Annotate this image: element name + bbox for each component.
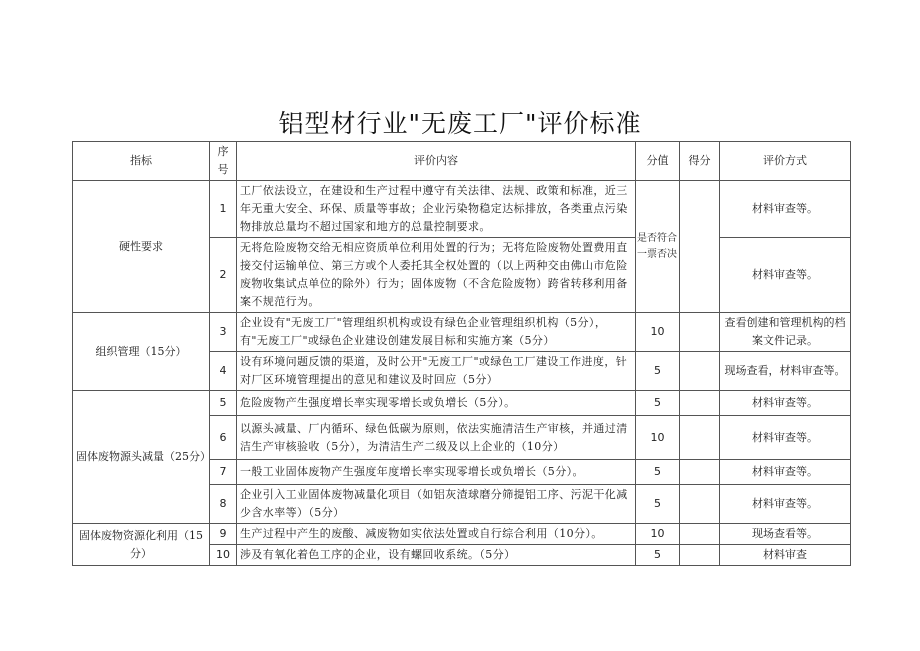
method-cell: 查看创建和管理机构的档案文件记录。 bbox=[720, 313, 851, 352]
seq-cell: 10 bbox=[210, 545, 237, 566]
header-method: 评价方式 bbox=[720, 142, 851, 181]
score-cell: 5 bbox=[636, 391, 680, 416]
content-cell: 一般工业固体废物产生强度年度增长率实现零增长或负增长（5分）。 bbox=[237, 460, 636, 485]
content-cell: 企业设有"无废工厂"管理组织机构或设有绿色企业管理组织机构（5分），有"无废工厂"或绿色企业建设创建发展目标和实施方案（5分） bbox=[237, 313, 636, 352]
method-cell: 材料审查等。 bbox=[720, 391, 851, 416]
seq-cell: 9 bbox=[210, 524, 237, 545]
indicator-cell: 固体废物资源化利用（15分） bbox=[73, 524, 210, 566]
header-indicator: 指标 bbox=[73, 142, 210, 181]
table-row bbox=[73, 524, 851, 545]
seq-cell: 8 bbox=[210, 485, 237, 524]
page-title: 铝型材行业"无废工厂"评价标准 bbox=[278, 109, 642, 138]
score-cell: 10 bbox=[636, 416, 680, 460]
content-cell: 设有环境问题反馈的渠道，及时公开"无废工厂"或绿色工厂建设工作进度，针对厂区环境管理提出的意见和建议及时回应（5分） bbox=[237, 352, 636, 391]
score-cell: 是否符合一票否决 bbox=[636, 181, 680, 313]
header-content: 评价内容 bbox=[237, 142, 636, 181]
table-row bbox=[73, 391, 851, 416]
evaluation-table bbox=[72, 141, 851, 566]
score-cell: 10 bbox=[636, 524, 680, 545]
indicator-cell: 固体废物源头减量（25分） bbox=[73, 391, 210, 524]
table-row bbox=[73, 313, 851, 352]
seq-cell: 4 bbox=[210, 352, 237, 391]
got-cell[interactable] bbox=[680, 352, 720, 391]
got-cell[interactable] bbox=[680, 181, 720, 313]
header-row bbox=[73, 142, 851, 181]
method-cell: 材料审查等。 bbox=[720, 416, 851, 460]
got-cell[interactable] bbox=[680, 313, 720, 352]
content-cell: 企业引入工业固体废物减量化项目（如铝灰渣球磨分筛提铝工序、污泥干化减少含水率等）（5分） bbox=[237, 485, 636, 524]
content-cell: 涉及有氧化着色工序的企业，设有螺回收系统。（5分） bbox=[237, 545, 636, 566]
method-cell: 材料审查等。 bbox=[720, 238, 851, 313]
method-cell: 现场查看，材料审查等。 bbox=[720, 352, 851, 391]
score-cell: 5 bbox=[636, 545, 680, 566]
seq-cell: 5 bbox=[210, 391, 237, 416]
score-cell: 5 bbox=[636, 485, 680, 524]
seq-cell: 3 bbox=[210, 313, 237, 352]
got-cell[interactable] bbox=[680, 416, 720, 460]
seq-cell: 6 bbox=[210, 416, 237, 460]
method-cell: 现场查看等。 bbox=[720, 524, 851, 545]
header-seq: 序号 bbox=[210, 142, 237, 181]
method-cell: 材料审查 bbox=[720, 545, 851, 566]
method-cell: 材料审查等。 bbox=[720, 485, 851, 524]
method-cell: 材料审查等。 bbox=[720, 181, 851, 238]
content-cell: 危险废物产生强度增长率实现零增长或负增长（5分）。 bbox=[237, 391, 636, 416]
indicator-cell: 硬性要求 bbox=[73, 181, 210, 313]
header-score: 分值 bbox=[636, 142, 680, 181]
seq-cell: 7 bbox=[210, 460, 237, 485]
table-row bbox=[73, 181, 851, 238]
content-cell: 以源头减量、厂内循环、绿色低碳为原则，依法实施清洁生产审核，并通过清洁生产审核验收（5分），为清洁生产二级及以上企业的（10分） bbox=[237, 416, 636, 460]
content-cell: 工厂依法设立，在建设和生产过程中遵守有关法律、法规、政策和标准，近三年无重大安全、环保、质量等事故；企业污染物稳定达标排放，各类重点污染物排放总量均不超过国家和地方的总量控制要求。 bbox=[237, 181, 636, 238]
score-cell: 10 bbox=[636, 313, 680, 352]
score-cell: 5 bbox=[636, 352, 680, 391]
content-cell: 生产过程中产生的废酸、减废物如实依法处置或自行综合利用（10分）。 bbox=[237, 524, 636, 545]
got-cell[interactable] bbox=[680, 391, 720, 416]
got-cell[interactable] bbox=[680, 545, 720, 566]
score-cell: 5 bbox=[636, 460, 680, 485]
indicator-cell: 组织管理（15分） bbox=[73, 313, 210, 391]
seq-cell: 1 bbox=[210, 181, 237, 238]
method-cell: 材料审查等。 bbox=[720, 460, 851, 485]
got-cell[interactable] bbox=[680, 460, 720, 485]
seq-cell: 2 bbox=[210, 238, 237, 313]
content-cell: 无将危险废物交给无相应资质单位利用处置的行为；无将危险废物处置费用直接交付运输单位、第三方或个人委托其全权处置的（以上两种交由佛山市危险废物收集试点单位的除外）行为；固体废物（不含危险废物）跨省转移利用备案不规范行为。 bbox=[237, 238, 636, 313]
got-cell[interactable] bbox=[680, 524, 720, 545]
header-got: 得分 bbox=[680, 142, 720, 181]
got-cell[interactable] bbox=[680, 485, 720, 524]
